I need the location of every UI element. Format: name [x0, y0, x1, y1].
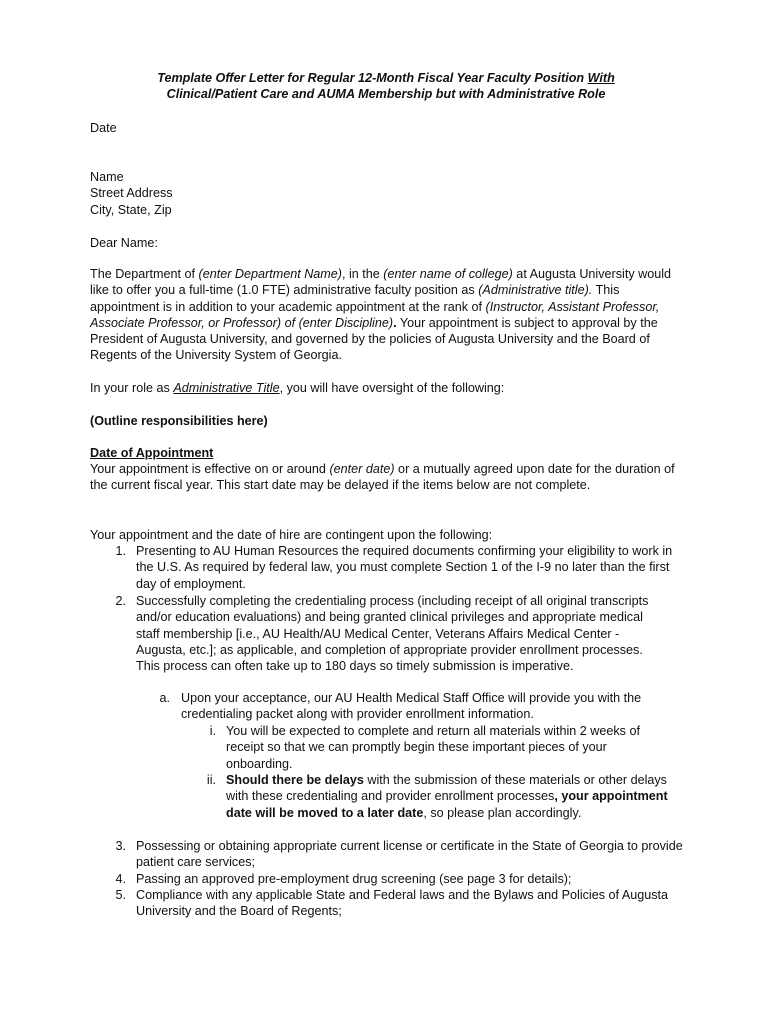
date-of-appointment-heading: Date of Appointment: [90, 446, 214, 460]
recipient-address: [90, 169, 682, 218]
salutation: Dear Name:: [90, 236, 158, 250]
sublist-item: Upon your acceptance, our AU Health Medical Staff Office will provide you with the credentialing packet along with provider enrollment information.: [181, 691, 642, 722]
list-number: 5.: [115, 888, 126, 902]
contingent-intro: Your appointment and the date of hire are contingent upon the following:: [90, 528, 493, 542]
list-number: 1.: [115, 544, 126, 558]
list-item: Successfully completing the credentialing process (including receipt of all original transcripts and/or education evaluations) and being granted clinical privileges and appropriate medical staff membership [i.e., AU Health/AU Medical Center, Veterans Affairs Medical Center - Augusta, etc.]; as applicable, and completion of appropriate provider enrollment processes. This process can often take up to 180 days so timely submission is imperative.: [136, 594, 649, 674]
title-line2: Clinical/Patient Care and AUMA Membership but with Administrative Role: [166, 87, 606, 102]
date-field: Date: [90, 121, 117, 135]
sublist-item-delays: Should there be delays with the submission of these materials or other delays with these credentialing and provider enrollment processes, your appointment date will be moved to a later date, so please plan accordingly.: [226, 773, 668, 820]
title-with-underlined: With: [587, 71, 615, 85]
administrative-title-placeholder: Administrative Title: [173, 381, 280, 395]
list-number: 4.: [115, 872, 126, 886]
intro-paragraph: The Department of (enter Department Name), in the (enter name of college) at Augusta University would like to offer you a full-time (1.0 FTE) administrative faculty position as (Administrative title). This appointment is in addition to your academic appointment at the rank of (Instructor, Assistant Professor, Associate Professor, or Professor) of (enter Discipline). Your appointment is subject to approval by the President of Augusta University, and governed by the policies of Augusta University and the Board of Regents of the University System of Georgia.: [90, 267, 672, 363]
recipient-city-state-zip: City, State, Zip: [90, 202, 172, 217]
letter-title: [90, 70, 682, 103]
sublist-roman: i.: [209, 724, 216, 738]
role-paragraph: In your role as Administrative Title, you will have oversight of the following:: [90, 381, 505, 395]
list-item: Possessing or obtaining appropriate current license or certificate in the State of Georgia to provide patient care services;: [136, 839, 683, 870]
recipient-street: Street Address: [90, 186, 173, 201]
appointment-paragraph: Your appointment is effective on or around (enter date) or a mutually agreed upon date for the duration of the current fiscal year. This start date may be delayed if the items below are not complete.: [90, 462, 675, 493]
list-number: 2.: [115, 594, 126, 608]
list-item: Presenting to AU Human Resources the required documents confirming your eligibility to work in the U.S. As required by federal law, you must complete Section 1 of the I-9 no later than the first day of employment.: [136, 544, 673, 591]
list-item: Compliance with any applicable State and Federal laws and the Bylaws and Policies of Augusta University and the Board of Regents;: [136, 888, 669, 919]
title-line1: Template Offer Letter for Regular 12-Month Fiscal Year Faculty Position With: [157, 71, 615, 85]
responsibilities-placeholder: (Outline responsibilities here): [90, 414, 268, 428]
list-item: Passing an approved pre-employment drug screening (see page 3 for details);: [136, 872, 572, 886]
sublist-letter: a.: [159, 691, 170, 705]
sublist-item: You will be expected to complete and return all materials within 2 weeks of receipt so that we can promptly begin these important pieces of your onboarding.: [226, 724, 640, 771]
list-number: 3.: [115, 839, 126, 853]
sublist-roman: ii.: [206, 773, 216, 787]
recipient-name: Name: [90, 170, 124, 184]
